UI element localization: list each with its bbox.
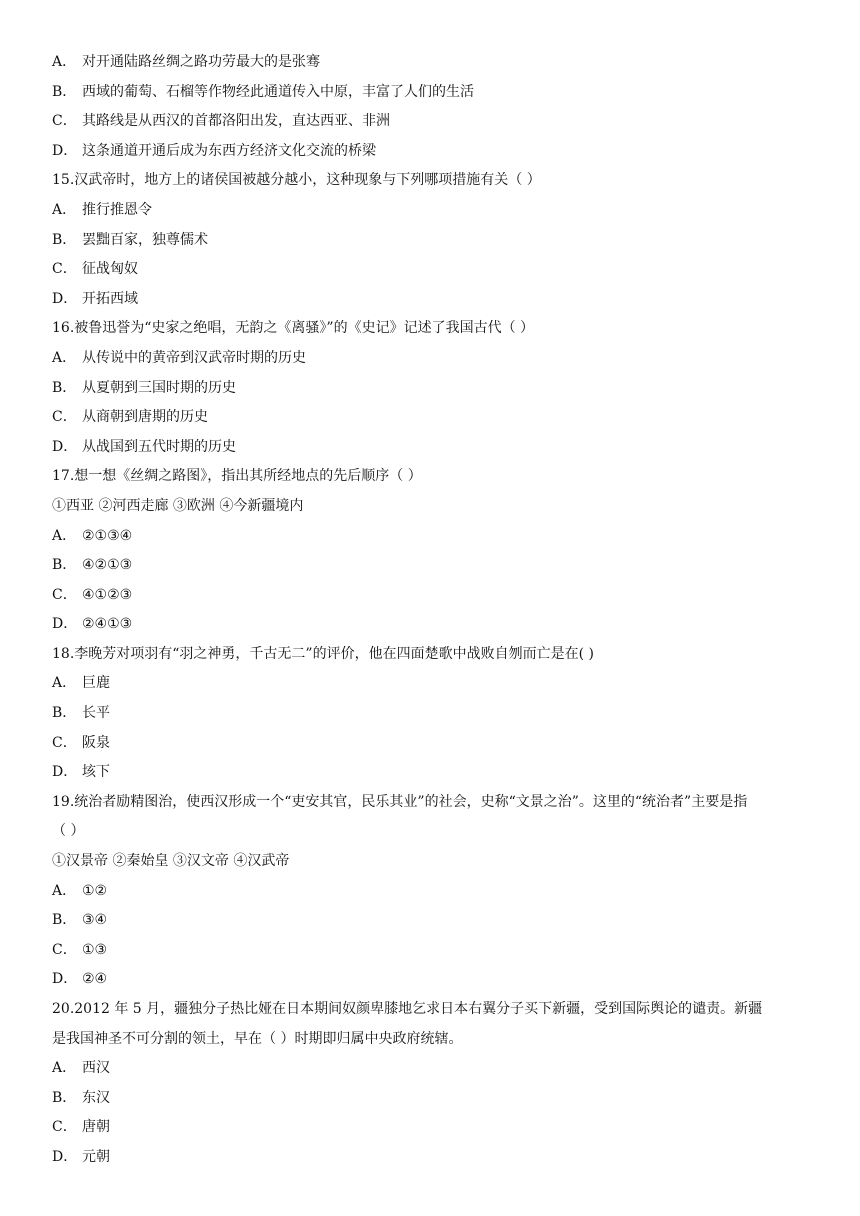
option-text: 推行推恩令 [82,201,152,218]
option-letter: D． [52,764,78,781]
option-text: 从夏朝到三国时期的历史 [82,379,236,396]
answer-option [52,699,817,729]
option-letter: A． [52,882,77,899]
answer-option [52,551,817,581]
option-text: 开拓西域 [82,290,138,307]
answer-option [52,965,817,995]
answer-option [52,255,817,285]
option-letter: D． [52,971,78,988]
option-text: 从战国到五代时期的历史 [82,438,236,455]
option-letter: C． [52,941,77,958]
option-text: ②④ [82,971,108,988]
option-letter: C． [52,113,77,130]
option-letter: A． [52,54,77,70]
question-stem [52,1025,817,1055]
answer-option [52,285,817,315]
option-letter: A． [52,527,77,544]
question-stem-text: 是我国神圣不可分割的领土，早在（ ）时期即归属中央政府统辖。 [52,1030,463,1047]
question-stem-text: 19.统治者励精图治，使西汉形成一个“吏安其官，民乐其业”的社会，史称“文景之治”。这里的“统治者”主要是指 [52,793,748,810]
question-stem [52,847,817,877]
option-letter: C． [52,1119,77,1136]
option-letter: A． [52,349,77,366]
answer-option [52,610,817,640]
option-letter: B． [52,83,77,100]
question-stem [52,492,817,522]
question-stem-text: 17.想一想《丝绸之路图》，指出其所经地点的先后顺序（ ） [52,468,422,485]
option-text: 其路线是从西汉的首都洛阳出发，直达西亚、非洲 [82,113,390,130]
question-stem-text: 18.李晚芳对项羽有“羽之神勇，千古无二”的评价，他在四面楚歌中战败自刎而亡是在( ) [52,645,594,662]
option-text: ①③ [82,941,108,958]
answer-option [52,107,817,137]
question-stem-text: 20.2012 年 5 月，疆独分子热比娅在日本期间奴颜卑膝地乞求日本右翼分子买下新疆，受到国际舆论的谴责。新疆 [52,1001,763,1017]
option-letter: B． [52,557,77,574]
option-text: 从商朝到唐期的历史 [82,409,208,426]
answer-option [52,669,817,699]
answer-option [52,877,817,907]
question-stem [52,314,817,344]
option-letter: B． [52,379,77,396]
answer-option [52,1054,817,1084]
option-letter: B． [52,912,77,929]
answer-option [52,729,817,759]
question-stem [52,995,817,1025]
option-letter: A． [52,675,77,692]
answer-option [52,906,817,936]
option-text: 对开通陆路丝绸之路功劳最大的是张骞 [82,54,320,70]
option-letter: D． [52,616,78,633]
answer-option [52,522,817,552]
question-stem-text: 16.被鲁迅誉为“史家之绝唱，无韵之《离骚》”的《史记》记述了我国古代（ ） [52,320,535,337]
question-stem [52,817,817,847]
option-letter: C． [52,734,77,751]
option-letter: A． [52,1060,77,1077]
question-stem-text: ①汉景帝 ②秦始皇 ③汉文帝 ④汉武帝 [52,853,290,870]
option-letter: C． [52,261,77,278]
option-text: ③④ [82,912,108,929]
answer-option [52,1143,817,1173]
option-letter: A． [52,201,77,218]
answer-option [52,137,817,167]
option-text: 征战匈奴 [82,261,138,278]
option-text: 元朝 [82,1148,110,1165]
answer-option [52,48,817,78]
option-text: 长平 [82,705,110,722]
question-stem [52,640,817,670]
option-text: 东汉 [82,1089,110,1106]
option-text: 垓下 [82,764,110,781]
option-text: 西汉 [82,1060,110,1077]
answer-option [52,78,817,108]
option-letter: C． [52,586,77,603]
option-text: ①② [82,882,108,899]
option-text: 从传说中的黄帝到汉武帝时期的历史 [82,349,306,366]
answer-option [52,433,817,463]
answer-option [52,1113,817,1143]
question-stem-text: ①西亚 ②河西走廊 ③欧洲 ④今新疆境内 [52,497,304,514]
option-letter: B． [52,1089,77,1106]
option-text: ②①③④ [82,527,133,544]
question-stem [52,462,817,492]
answer-option [52,758,817,788]
answer-option [52,374,817,404]
answer-option [52,403,817,433]
option-letter: D． [52,1148,78,1165]
option-letter: C． [52,409,77,426]
option-letter: B． [52,705,77,722]
question-stem-text: （ ） [52,823,85,840]
answer-option [52,226,817,256]
option-text: ④①②③ [82,586,133,603]
option-letter: D． [52,142,78,159]
question-list [52,48,817,1173]
option-letter: D． [52,290,78,307]
question-stem-text: 15.汉武帝时，地方上的诸侯国被越分越小，这种现象与下列哪项措施有关（ ） [52,172,541,189]
answer-option [52,581,817,611]
option-text: 西域的葡萄、石榴等作物经此通道传入中原，丰富了人们的生活 [82,83,474,100]
answer-option [52,936,817,966]
answer-option [52,196,817,226]
answer-option [52,1084,817,1114]
question-stem [52,788,817,818]
option-text: 巨鹿 [82,675,110,692]
option-text: ②④①③ [82,616,133,633]
option-text: 罢黜百家，独尊儒术 [82,231,208,248]
option-text: 唐朝 [82,1119,110,1136]
answer-option [52,344,817,374]
question-stem [52,166,817,196]
option-text: 这条通道开通后成为东西方经济文化交流的桥梁 [82,142,376,159]
option-letter: B． [52,231,77,248]
option-text: 阪泉 [82,734,110,751]
option-letter: D． [52,438,78,455]
option-text: ④②①③ [82,557,133,574]
